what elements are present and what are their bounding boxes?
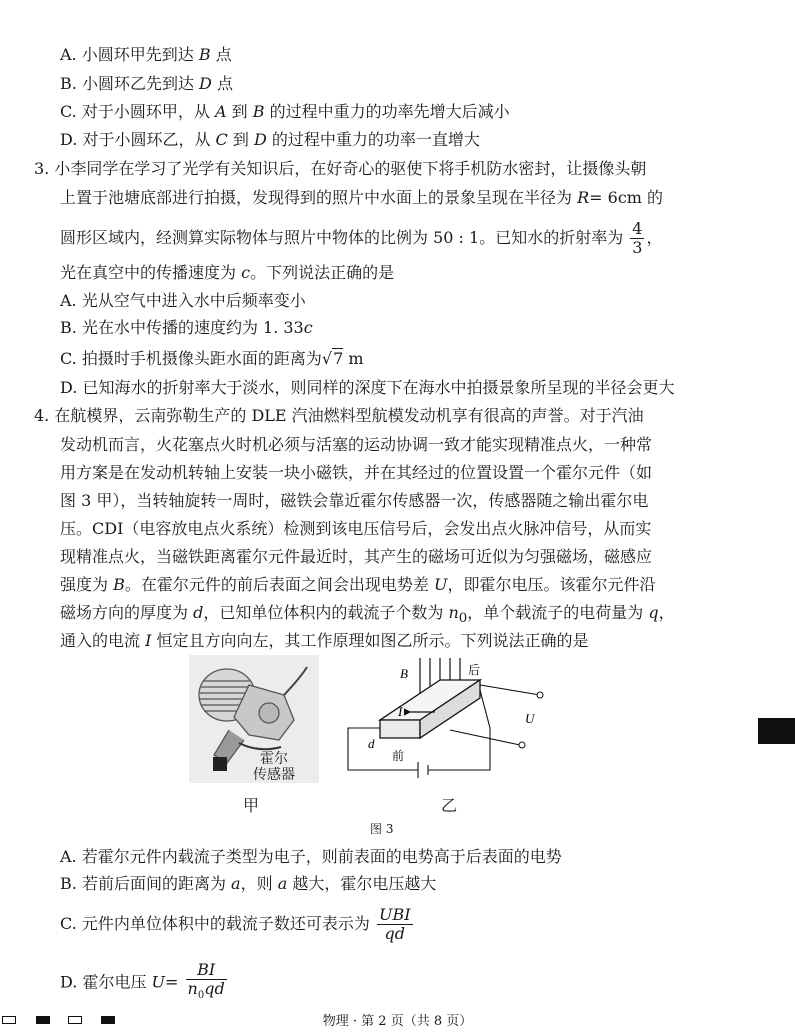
terminal-bottom [519,742,525,748]
q3-stem-line4: 光在真空中的传播速度为 c。下列说法正确的是 [60,263,395,282]
hall-sensor-label: 霍尔 传感器 [253,751,295,783]
label-back: 后 [468,663,481,677]
q4-option-a: A. 若霍尔元件内载流子类型为电子，则前表面的电势高于后表面的电势 [60,847,562,866]
label-i: I [398,704,403,719]
q4-number: 4. [34,406,50,425]
q2-option-b: B. 小圆环乙先到达 D 点 [60,74,233,93]
q4-stem-line2: 发动机而言，火花塞点火时机必须与活塞的运动协调一致才能实现精准点火，一种常 [60,435,653,454]
q2-option-a: A. 小圆环甲先到达 B 点 [60,45,232,64]
q4-stem-line9: 通入的电流 I 恒定且方向向左，其工作原理如图乙所示。下列说法正确的是 [60,631,589,650]
label-d: d [368,736,375,751]
q3-option-a: A. 光从空气中进入水中后频率变小 [60,291,306,310]
hall-element-diagram [340,650,560,790]
q2-option-c: C. 对于小圆环甲，从 A 到 B 的过程中重力的功率先增大后减小 [60,102,510,121]
q2-option-d: D. 对于小圆环乙，从 C 到 D 的过程中重力的功率一直增大 [60,130,480,149]
q4-stem-line8: 磁场方向的厚度为 d，已知单位体积内的载流子个数为 $n_0$，单个载流子的电荷量为 q， [60,603,675,627]
q3-stem-line2: 上置于池塘底部进行拍摄，发现得到的照片中水面上的景象呈现在半径为 R= 6cm 的 [60,188,664,207]
side-page-tab [758,718,795,744]
q4-stem-line1: 4. 在航模界，云南弥勒生产的 DLE 汽油燃料型航模发动机享有很高的声誉。对于汽油 [34,406,644,425]
q4-option-b: B. 若前后面间的距离为 a，则 a 越大，霍尔电压越大 [60,874,437,893]
q4-stem-line5: 压。CDI（电容放电点火系统）检测到该电压信号后，会发出点火脉冲信号，从而实 [60,519,652,538]
caption-jia: 甲 [243,796,260,815]
q4-stem-line6: 现精准点火，当磁铁距离霍尔元件最近时，其产生的磁场可近似为匀强磁场，磁感应 [60,547,653,566]
q4-stem-line4: 图 3 甲），当转轴旋转一周时，磁铁会靠近霍尔传感器一次，传感器随之输出霍尔电 [60,491,649,510]
refractive-index-fraction: $\frac{4}{3}$ [632,219,643,257]
hall-voltage-fraction: $\frac{BI}{n_0qd}$ [187,960,225,1002]
q4-stem-line3: 用方案是在发动机转轴上安装一块小磁铁，并在其经过的位置设置一个霍尔元件（如 [60,463,653,482]
engine-photo [189,655,319,783]
label-front: 前 [392,749,405,763]
page-footer: 物理 · 第 2 页（共 8 页） [322,1014,473,1029]
q3-stem-line1: 3. 小李同学在学习了光学有关知识后，在好奇心的驱使下将手机防水密封，让摄像头朝 [34,159,647,178]
q4-stem-line7: 强度为 B。在霍尔元件的前后表面之间会出现电势差 U，即霍尔电压。该霍尔元件沿 [60,575,656,594]
q3-stem-line3: 圆形区域内，经测算实际物体与照片中物体的比例为 50 : 1。已知水的折射率为 $\frac{4}{3}$ ， [60,219,663,257]
label-b: B [400,666,408,681]
q4-option-d: D. 霍尔电压 U= $\frac{BI}{n_0qd}$ [60,961,229,1005]
q3-option-b: B. 光在水中传播的速度约为 1. 33c [60,318,313,337]
terminal-top [537,692,543,698]
q4-option-c: C. 元件内单位体积中的载流子数还可表示为 $\frac{\text{UBI}}{qd}$ [60,905,411,943]
carrier-density-fraction: $\frac{\text{UBI}}{qd}$ [378,905,411,943]
q3-number: 3. [34,159,50,178]
caption-yi: 乙 [441,796,458,815]
hall-slab [380,680,480,738]
q3-option-c: C. 拍摄时手机摄像头距水面的距离为√7 m [60,349,364,368]
figure-caption: 图 3 [370,822,394,836]
q3-option-d: D. 已知海水的折射率大于淡水，则同样的深度下在海水中拍摄景象所呈现的半径会更大 [60,378,675,397]
label-u: U [525,711,535,726]
